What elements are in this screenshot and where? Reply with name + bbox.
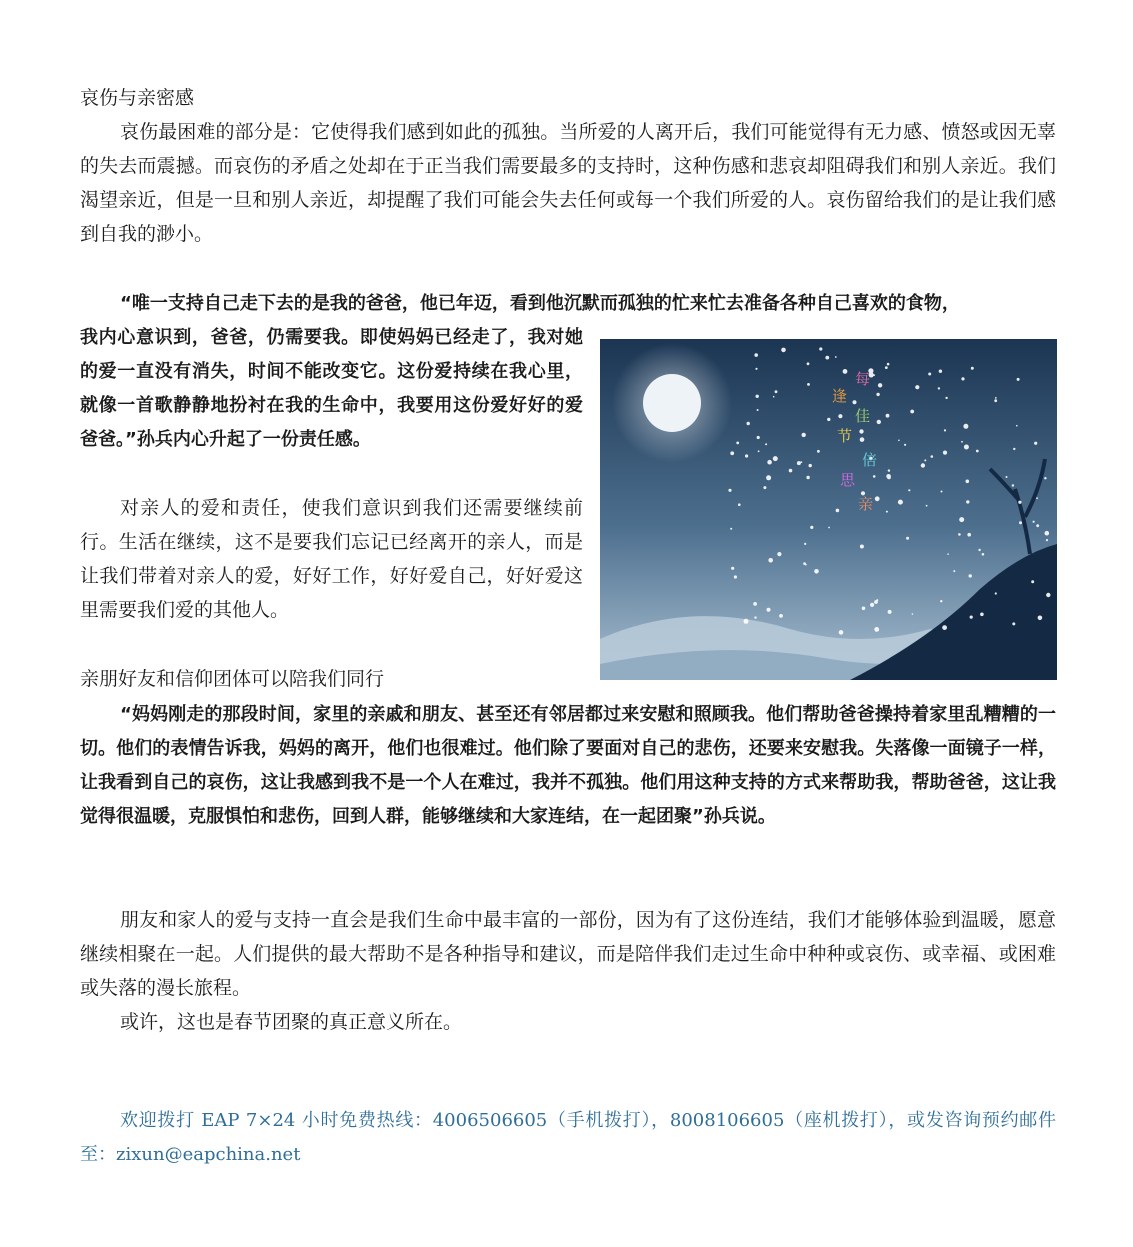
friends-family-paragraph: 朋友和家人的爱与支持一直会是我们生命中最丰富的一部份，因为有了这份连结，我们才能够体验到温暖，愿意继续相聚在一起。人们提供的最大帮助不是各种指导和建议，而是陪伴我们走过生命中种种或哀伤、或幸福、或困难或失落的漫长旅程。	[80, 909, 1056, 999]
petal	[898, 440, 900, 442]
petal	[755, 368, 757, 370]
petal	[757, 436, 760, 439]
petal	[754, 616, 756, 618]
petal	[754, 353, 758, 357]
love-responsibility-paragraph: 对亲人的爱和责任，使我们意识到我们还需要继续前行。生活在继续，这不是要我们忘记已经离开的亲人，而是让我们带着对亲人的爱，好好工作，好好爱自己，好好爱这里需要我们爱的其他人。	[80, 497, 583, 621]
petal	[738, 503, 741, 506]
petal	[978, 549, 980, 551]
petal	[947, 553, 949, 555]
petal	[886, 414, 890, 418]
petal	[730, 528, 732, 530]
petal	[885, 366, 888, 369]
petal	[877, 420, 881, 424]
petal	[1045, 531, 1050, 536]
petal	[1038, 616, 1043, 621]
petal	[773, 396, 775, 398]
petal	[1033, 521, 1035, 523]
petal	[819, 347, 822, 350]
petal	[874, 627, 879, 632]
petal	[876, 599, 878, 601]
spring-festival-paragraph: 或许，这也是春节团聚的真正意义所在。	[120, 1011, 463, 1033]
petal	[1012, 484, 1014, 486]
petal	[939, 370, 942, 373]
petal	[835, 356, 837, 358]
petal	[773, 456, 778, 461]
petal	[763, 486, 766, 489]
petal	[876, 393, 879, 396]
petal	[961, 441, 963, 443]
petal	[860, 437, 865, 442]
petal	[836, 509, 840, 513]
grief-paragraph: 哀伤最困难的部分是：它使得我们感到如此的孤独。当所爱的人离开后，我们可能觉得有无力感、愤怒或因无辜的失去而震撼。而哀伤的矛盾之处却在于正当我们需要最多的支持时，这种伤感和悲哀却阻碍我们和别人亲近。我们渴望亲近，但是一旦和别人亲近，却提醒了我们可能会失去任何或每一个我们所爱的人。哀伤留给我们的是让我们感到自我的渺小。	[80, 121, 1056, 245]
poem-char: 节	[837, 427, 853, 445]
poem-char: 亲	[858, 495, 874, 513]
petal	[777, 552, 781, 556]
petal	[924, 459, 926, 461]
petal	[839, 630, 844, 635]
petal	[963, 424, 968, 429]
petal	[966, 480, 970, 484]
petal	[838, 414, 842, 418]
petal	[1036, 497, 1038, 499]
petal	[730, 451, 734, 455]
petal	[828, 527, 830, 529]
petal	[958, 533, 961, 536]
petal	[910, 410, 914, 414]
petal	[904, 444, 906, 446]
petal	[814, 569, 819, 574]
petal	[886, 511, 888, 513]
petal	[1031, 580, 1034, 583]
petal	[734, 575, 737, 578]
petal	[779, 614, 783, 618]
petal	[971, 367, 974, 370]
petal	[797, 461, 801, 465]
petal	[898, 500, 903, 505]
petal	[767, 460, 772, 465]
section-heading-friends-family: 亲朋好友和信仰团体可以陪我们同行	[80, 668, 385, 690]
petal	[809, 464, 812, 467]
petal	[931, 455, 934, 458]
petal	[921, 463, 925, 467]
petal	[945, 397, 947, 399]
petal	[995, 592, 997, 594]
eap-hotline-footer: 欢迎拨打 EAP 7×24 小时免费热线：4006506605（手机拨打），8008106605（座机拨打），或发咨询预约邮件至：zixun@eapchina.net	[80, 1110, 1056, 1165]
petal	[1017, 378, 1020, 381]
petal	[859, 429, 863, 433]
petal	[802, 433, 806, 437]
moon	[643, 374, 701, 432]
petal	[912, 613, 914, 615]
petal	[967, 533, 971, 537]
petal	[982, 553, 985, 556]
petal	[966, 500, 969, 503]
petal	[969, 574, 972, 577]
moonlit-night-illustration	[600, 339, 1057, 680]
petal	[843, 369, 848, 374]
petal	[1034, 442, 1037, 445]
petal	[744, 619, 749, 624]
petal	[767, 608, 771, 612]
petal	[817, 450, 820, 453]
petal	[942, 625, 947, 630]
quote-relatives-support: “妈妈刚走的那段时间，家里的亲戚和朋友、甚至还有邻居都过来安慰和照顾我。他们帮助爸爸操持着家里乱糟糟的一切。他们的表情告诉我，妈妈的离开，他们也很难过。他们除了要面对自己的悲伤，还要来安慰我。失落像一面镜子一样，让我看到自己的哀伤，这让我感到我不是一个人在难过，我并不孤独。他们用这种支持的方式来帮助我，帮助爸爸，这让我觉得很温暖，克服惧怕和悲伤，回到人群，能够继续和大家连结，在一起团聚”孙兵说。	[80, 704, 1056, 827]
petal	[756, 395, 759, 398]
petal	[875, 496, 880, 501]
petal	[908, 489, 910, 491]
petal	[758, 450, 760, 452]
petal	[1044, 477, 1046, 479]
petal	[804, 543, 806, 545]
petal	[768, 558, 773, 563]
petal	[938, 387, 940, 389]
petal	[870, 603, 874, 607]
petal	[915, 385, 919, 389]
petal	[1046, 593, 1050, 597]
petal	[803, 562, 806, 565]
petal	[1018, 501, 1021, 504]
petal	[887, 476, 891, 480]
petal	[765, 443, 767, 445]
petal	[888, 469, 890, 471]
petal	[928, 373, 931, 376]
petal	[941, 491, 943, 493]
petal	[943, 451, 947, 455]
petal	[873, 475, 876, 478]
petal	[775, 390, 778, 393]
petal	[781, 348, 786, 353]
quote-father-rest: 我内心意识到，爸爸，仍需要我。即使妈妈已经走了，我对她的爱一直没有消失，时间不能改变它。这份爱持续在我心里，就像一首歌静静地扮衬在我的生命中，我要用这份爱好好的爱爸爸。”孙兵内心升起了一份责任感。	[80, 327, 583, 450]
petal	[789, 469, 793, 473]
petal	[944, 429, 946, 431]
petal	[1019, 521, 1022, 524]
petal	[940, 600, 942, 602]
petal	[906, 537, 909, 540]
petal	[860, 545, 864, 549]
petal	[1006, 476, 1008, 478]
petal	[757, 409, 759, 411]
poem-char: 逢	[832, 387, 848, 405]
petal	[1012, 622, 1015, 625]
petal	[731, 567, 734, 570]
petal	[745, 454, 748, 457]
petal	[753, 602, 757, 606]
petal	[1036, 524, 1039, 527]
petal	[736, 442, 739, 445]
quote-line-1: “唯一支持自己走下去的是我的爸爸，他已年迈，看到他沉默而孤独的忙来忙去准备各种自己喜欢的食物，	[120, 293, 960, 314]
petal	[825, 356, 829, 360]
petal	[980, 613, 984, 617]
petal	[1013, 448, 1015, 450]
petal	[862, 607, 866, 611]
petal	[806, 476, 809, 479]
petal	[961, 377, 964, 380]
poem-char: 佳	[855, 407, 871, 425]
poem-char: 思	[840, 471, 856, 489]
section-heading-grief-intimacy: 哀伤与亲密感	[80, 87, 195, 109]
petal	[888, 610, 892, 614]
petal	[807, 383, 810, 386]
petal	[766, 475, 771, 480]
petal	[887, 363, 890, 366]
petal	[728, 489, 731, 492]
petal	[1046, 539, 1048, 541]
petal	[878, 383, 882, 387]
petal	[970, 616, 973, 619]
petal	[807, 362, 810, 365]
petal	[994, 399, 997, 402]
petal	[1016, 425, 1018, 427]
petal	[747, 422, 750, 425]
petal	[926, 505, 928, 507]
petal	[827, 418, 830, 421]
petal	[964, 445, 969, 450]
poem-char: 每	[855, 370, 871, 388]
petal	[810, 526, 813, 529]
petal	[853, 400, 857, 404]
petal	[976, 450, 979, 453]
petal	[995, 397, 997, 399]
poem-char: 倍	[862, 451, 878, 469]
petal	[959, 517, 964, 522]
petal	[801, 461, 803, 463]
petal	[953, 570, 955, 572]
